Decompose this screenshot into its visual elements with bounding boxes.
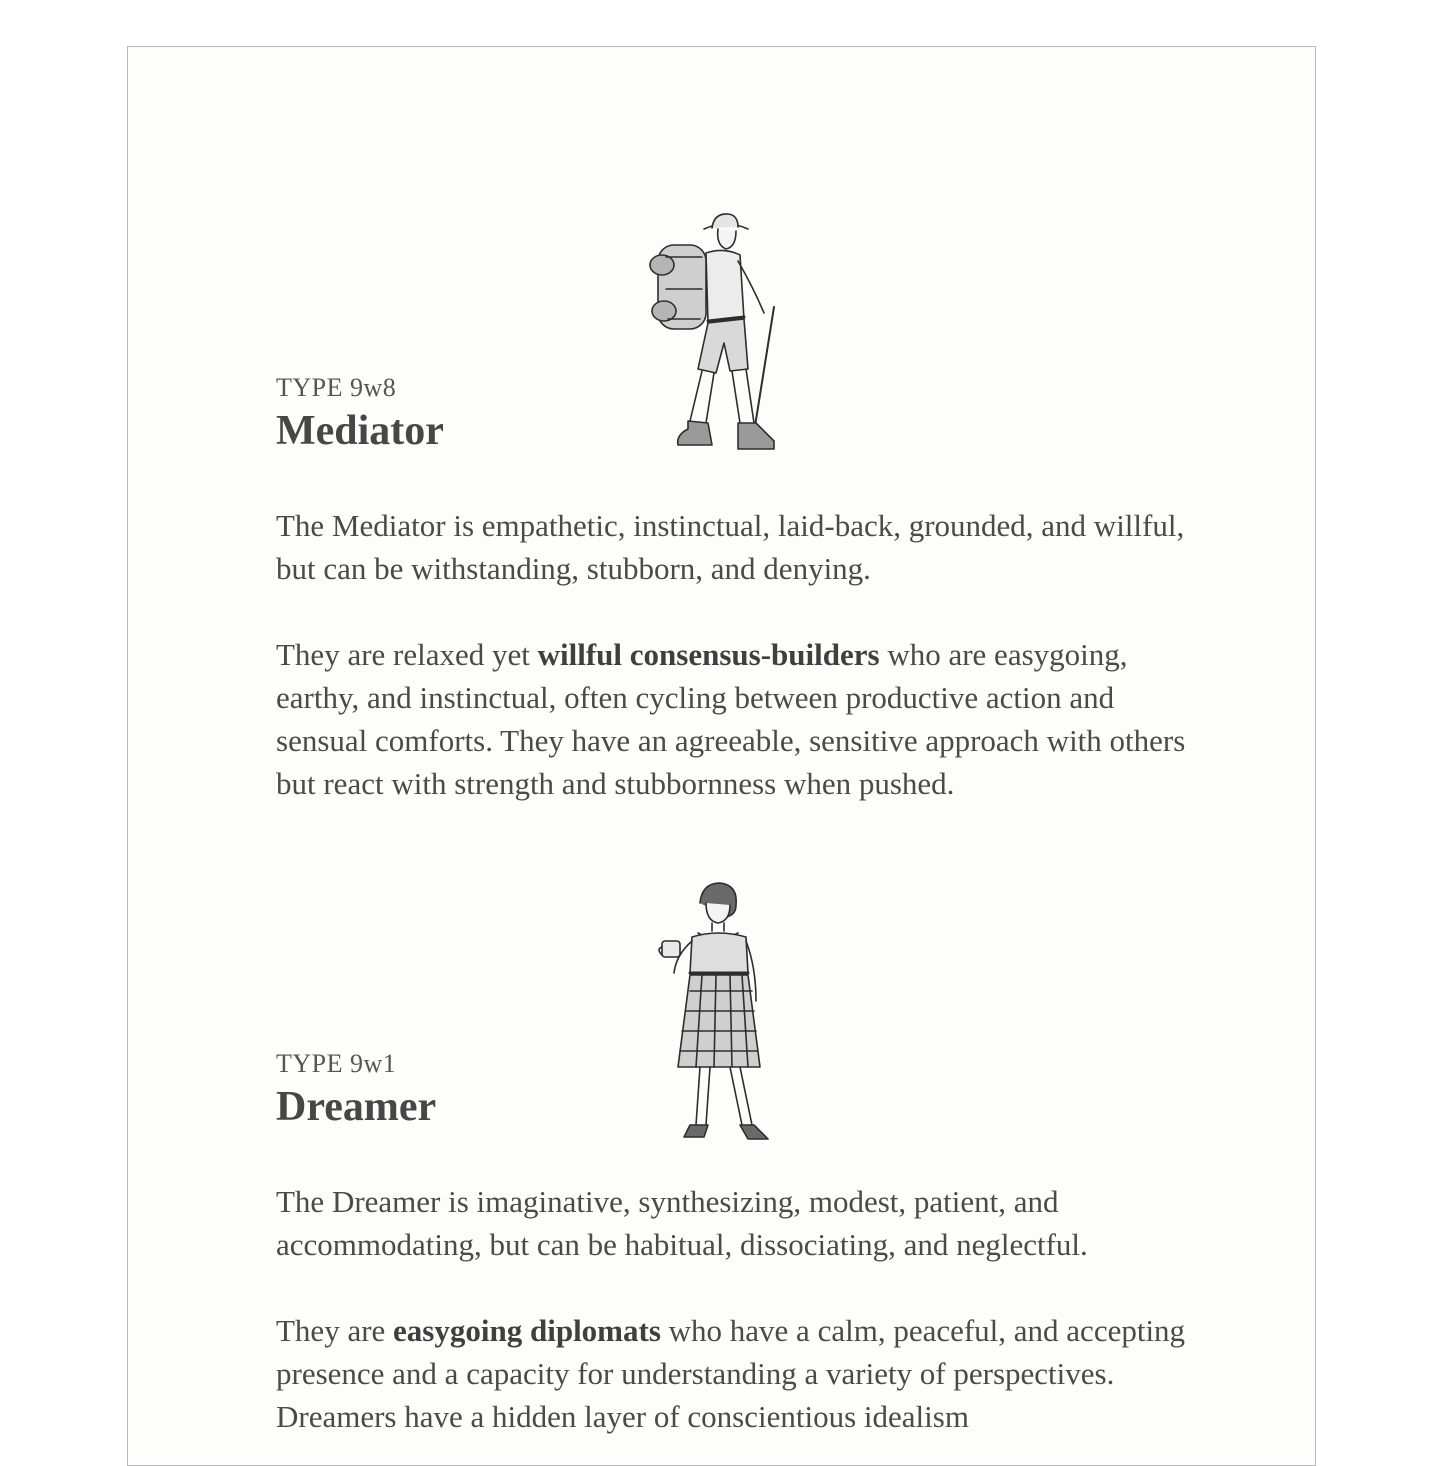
- type-summary: The Mediator is empathetic, instinctual, laid-back, grounded, and willful, but can be withstanding, stubborn, and denying.: [276, 508, 1185, 586]
- type-detail: [276, 633, 1196, 805]
- type-code: TYPE 9w1: [276, 1049, 397, 1078]
- type-name: Mediator: [276, 408, 444, 454]
- detail-text-prefix: They are: [276, 1313, 394, 1348]
- type-summary: The Dreamer is imaginative, synthesizing, modest, patient, and accommodating, but can be habitual, dissociating, and neglectful.: [276, 1184, 1088, 1262]
- hiker-illustration: [646, 209, 786, 455]
- type-name: Dreamer: [276, 1084, 437, 1130]
- detail-text-bold: willful consensus-builders: [537, 637, 880, 672]
- woman-with-cup-illustration: [656, 881, 780, 1145]
- type-detail: [276, 1309, 1196, 1438]
- detail-text-suffix: who have a calm, peaceful, and accepting presence and a capacity for understanding a variety of perspectives. Dreamers have a hidden layer of conscientious idealism: [276, 1313, 1186, 1434]
- detail-text-prefix: They are relaxed yet: [276, 637, 538, 672]
- detail-text-bold: easygoing diplomats: [393, 1313, 661, 1348]
- detail-text-suffix: who are easygoing, earthy, and instinctual, often cycling between productive action and sensual comforts. They have an agreeable, sensitive approach with others but react with strength and stubbornness when pushed.: [276, 637, 1186, 801]
- page-frame: [127, 46, 1316, 1466]
- type-code: TYPE 9w8: [276, 373, 397, 402]
